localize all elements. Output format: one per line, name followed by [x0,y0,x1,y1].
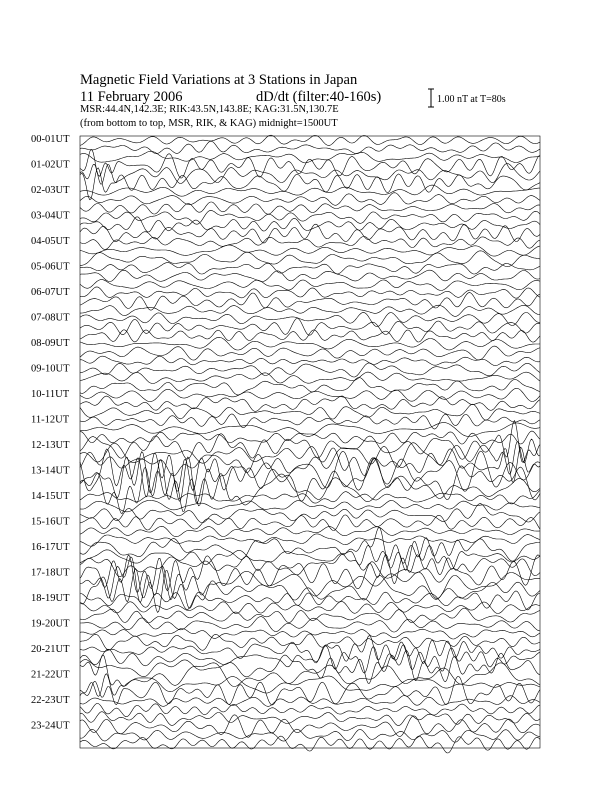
trace-kag [80,696,540,707]
trace-msr [80,736,540,753]
trace-rik [80,729,540,742]
hour-label: 21-22UT [31,669,70,681]
trace-msr [80,431,540,444]
hour-label: 09-10UT [31,363,70,375]
hour-label: 22-23UT [31,695,70,706]
trace-kag [80,263,540,274]
trace-msr [80,712,540,726]
trace-msr [80,356,540,366]
trace-rik [80,526,540,536]
hour-label: 06-07UT [31,287,70,298]
scale-label: 1.00 nT at T=80s [437,94,506,105]
trace-msr [80,151,540,163]
trace-rik [80,396,540,411]
chart-date: 11 February 2006 [80,89,183,105]
trace-msr [80,569,540,613]
trace-msr [80,554,540,583]
trace-rik [80,645,540,673]
trace-rik [80,500,540,511]
trace-kag [80,527,540,563]
hour-label: 16-17UT [31,542,70,553]
trace-rik [80,217,540,232]
trace-rik [80,423,540,437]
trace-kag [80,237,540,250]
hour-label: 10-11UT [31,389,70,400]
hour-label: 18-19UT [31,593,70,604]
station-coordinates: MSR:44.4N,142.3E; RIK:43.5N,143.8E; KAG:31.5N,130.7E [80,104,339,115]
trace-kag [80,287,540,298]
trace-rik [80,346,540,360]
hour-label: 05-06UT [31,261,70,273]
trace-kag [80,312,540,326]
hour-label: 11-12UT [31,414,70,426]
hour-label: 19-20UT [31,618,70,630]
trace-kag [80,555,540,592]
trace-kag [80,135,540,145]
hour-label: 14-15UT [31,491,70,502]
trace-kag [80,617,540,632]
trace-msr [80,534,540,546]
trace-rik [80,193,540,206]
trace-kag [80,421,540,463]
trace-msr [80,676,540,705]
trace-rik [80,703,540,716]
trace-rik [80,452,540,503]
station-order-note: (from bottom to top, MSR, RIK, & KAG) midnight=1500UT [80,118,338,129]
hour-label: 07-08UT [31,312,70,324]
trace-kag [80,185,540,196]
hour-label: 02-03UT [31,185,70,196]
trace-msr [80,378,540,395]
hour-label: 03-04UT [31,210,70,222]
hour-label: 01-02UT [31,159,70,171]
trace-kag [80,337,540,350]
trace-kag [80,363,540,377]
trace-kag [80,149,540,178]
hour-label: 17-18UT [31,567,70,579]
trace-kag [80,655,540,687]
hour-label: 20-21UT [31,644,70,655]
hour-label: 12-13UT [31,440,70,451]
chart-component: dD/dt (filter:40-160s) [256,89,382,105]
trace-kag [80,414,540,429]
hour-label: 08-09UT [31,338,70,349]
hour-label: 00-01UT [31,134,70,145]
trace-rik [80,372,540,383]
trace-kag [80,591,540,610]
trace-msr [80,651,540,684]
hour-label: 23-24UT [31,720,70,732]
trace-kag [80,715,540,738]
chart-title: Magnetic Field Variations at 3 Stations in Japan [80,72,358,88]
trace-kag [80,210,540,224]
hour-label: 04-05UT [31,236,70,247]
hour-label: 15-16UT [31,516,70,528]
trace-msr [80,202,540,214]
hour-label: 13-14UT [31,465,70,477]
trace-rik [80,245,540,256]
trace-rik [80,602,540,614]
